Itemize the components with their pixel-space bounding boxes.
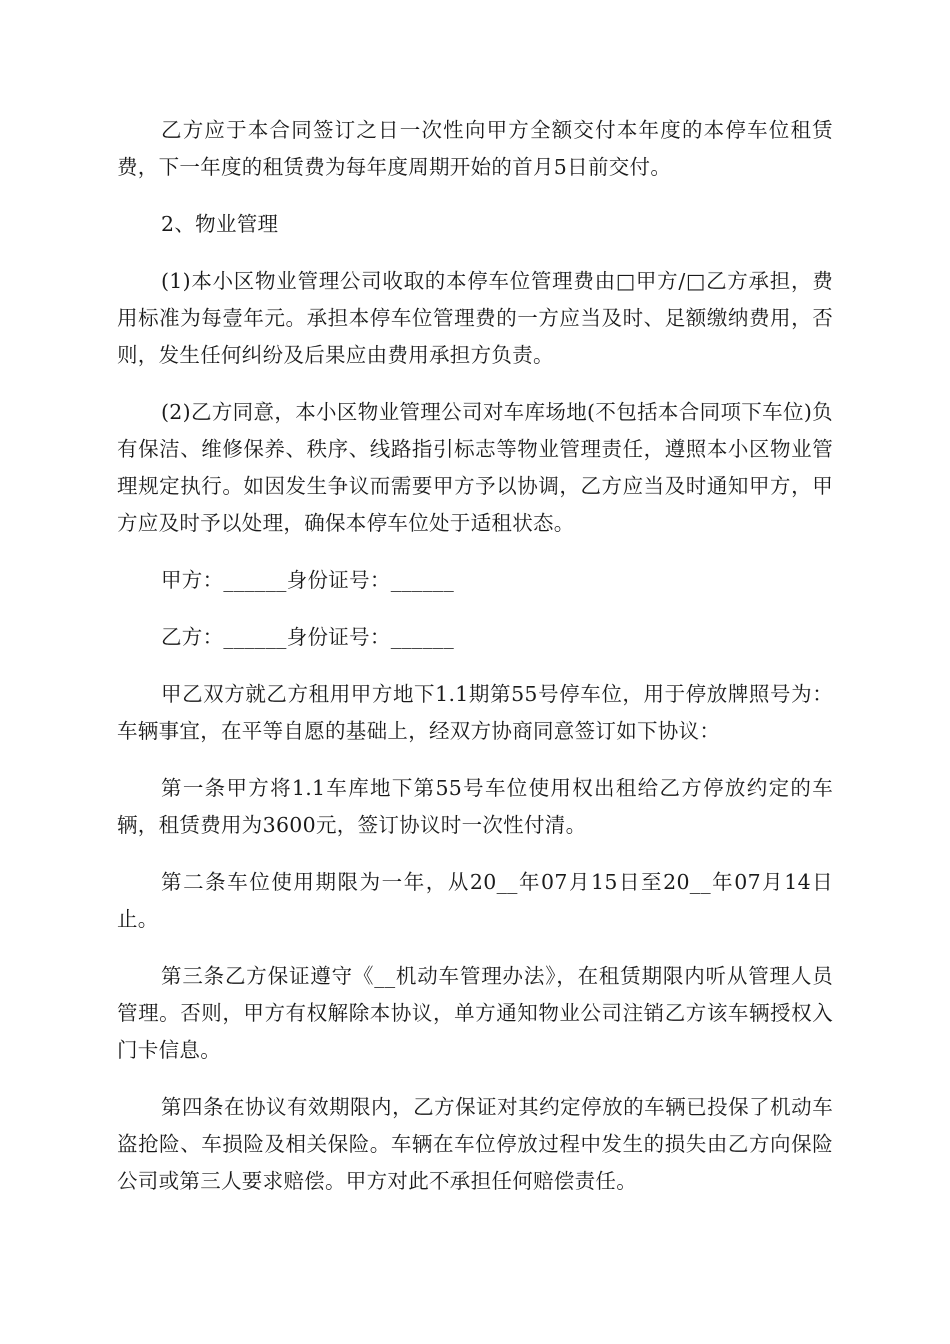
article-1: 第一条甲方将1.1车库地下第55号车位使用权出租给乙方停放约定的车辆，租赁费用为3600元，签订协议时一次性付清。	[117, 776, 833, 837]
article-3: 第三条乙方保证遵守《__机动车管理办法》，在租赁期限内听从管理人员管理。否则，甲方有权解除本协议，单方通知物业公司注销乙方该车辆授权入门卡信息。	[117, 964, 833, 1062]
paragraph-management-fee: (1)本小区物业管理公司收取的本停车位管理费由□甲方/□乙方承担，费用标准为每壹年元。承担本停车位管理费的一方应当及时、足额缴纳费用，否则，发生任何纠纷及后果应由费用承担方负责。	[117, 269, 833, 367]
paragraph-agreement-intro: 甲乙双方就乙方租用甲方地下1.1期第55号停车位，用于停放牌照号为：车辆事宜，在平等自愿的基础上，经双方协商同意签订如下协议：	[117, 682, 833, 743]
party-a-signature-line: 甲方：______身份证号：______	[161, 568, 454, 592]
paragraph-management-responsibility: (2)乙方同意，本小区物业管理公司对车库场地(不包括本合同项下车位)负有保洁、维修保养、秩序、线路指引标志等物业管理责任，遵照本小区物业管理规定执行。如因发生争议而需要甲方予以协调，乙方应当及时通知甲方，甲方应及时予以处理，确保本停车位处于适租状态。	[117, 400, 833, 535]
document-body	[117, 112, 833, 1220]
paragraph-payment-terms: 乙方应于本合同签订之日一次性向甲方全额交付本年度的本停车位租赁费，下一年度的租赁费为每年度周期开始的首月5日前交付。	[117, 118, 833, 179]
section-heading-property-management: 2、物业管理	[161, 212, 279, 236]
article-2: 第二条车位使用期限为一年，从20__年07月15日至20__年07月14日止。	[117, 870, 833, 931]
party-b-signature-line: 乙方：______身份证号：______	[161, 625, 454, 649]
article-4: 第四条在协议有效期限内，乙方保证对其约定停放的车辆已投保了机动车盗抢险、车损险及相关保险。车辆在车位停放过程中发生的损失由乙方向保险公司或第三人要求赔偿。甲方对此不承担任何赔偿责任。	[117, 1095, 833, 1193]
